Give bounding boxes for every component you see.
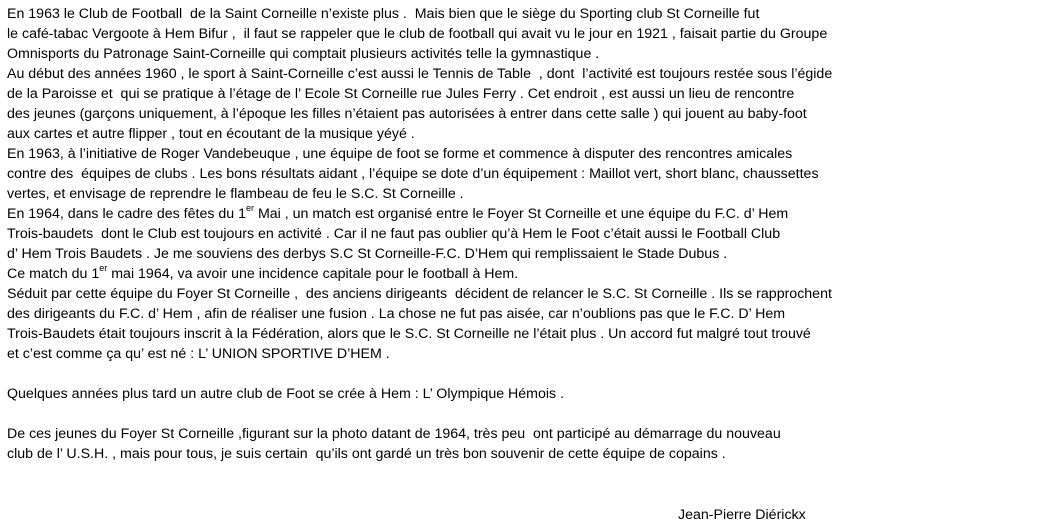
paragraph-7 xyxy=(7,424,1053,464)
blank-line xyxy=(7,364,1053,384)
text-line: Séduit par cette équipe du Foyer St Corneille , des anciens dirigeants décident de relancer le S.C. St Corneille . Ils se rapprochent xyxy=(7,286,832,302)
text-line: d’ Hem Trois Baudets . Je me souviens des derbys S.C St Corneille-F.C. D’Hem qui remplissaient le Stade Dubus . xyxy=(7,246,728,262)
blank-line xyxy=(7,404,1053,424)
text-line: des dirigeants du F.C. d’ Hem , afin de réaliser une fusion . La chose ne fut pas aisée, car n’oublions pas que le F.C. D’ Hem xyxy=(7,306,786,322)
text-line: De ces jeunes du Foyer St Corneille ,figurant sur la photo datant de 1964, très peu ont participé au démarrage du nouveau xyxy=(7,426,781,442)
text-line: de la Paroisse et qui se pratique à l’étage de l’ Ecole St Corneille rue Jules Ferry . Cet endroit , est aussi un lieu de rencontre xyxy=(7,86,795,102)
text-line: Trois-baudets dont le Club est toujours en activité . Car il ne faut pas oublier qu’à Hem le Foot c’était aussi le Football Club xyxy=(7,226,781,242)
text-line: le café-tabac Vergoote à Hem Bifur , il faut se rappeler que le club de football qui avait vu le jour en 1921 , faisait partie du Groupe xyxy=(7,26,828,42)
text-line: Omnisports du Patronage Saint-Corneille qui comptait plusieurs activités telle la gymnastique . xyxy=(7,46,600,62)
paragraph-3 xyxy=(7,144,1053,204)
text-line: En 1964, dans le cadre des fêtes du 1er Mai , un match est organisé entre le Foyer St Corneille et une équipe du F.C. d’ Hem xyxy=(7,203,789,222)
text-line: aux cartes et autre flipper , tout en écoutant de la musique yéyé . xyxy=(7,126,415,142)
text-line: club de l’ U.S.H. , mais pour tous, je suis certain qu’ils ont gardé un très bon souvenir de cette équipe de copains . xyxy=(7,446,726,462)
author-signature: Jean-Pierre Diérickx xyxy=(678,507,806,523)
ordinal-superscript: er xyxy=(246,203,255,214)
text-line: et c’est comme ça qu’ est né : L’ UNION SPORTIVE D’HEM . xyxy=(7,346,390,362)
paragraph-5 xyxy=(7,284,1053,364)
text-line: des jeunes (garçons uniquement, à l’époque les filles n’étaient pas autorisées à entrer dans cette salle ) qui jouent au baby-foot xyxy=(7,106,807,122)
paragraph-2 xyxy=(7,64,1053,144)
text-line: En 1963 le Club de Football de la Saint Corneille n’existe plus . Mais bien que le siège du Sporting club St Corneille fut xyxy=(7,6,760,22)
text-line: Quelques années plus tard un autre club de Foot se crée à Hem : L’ Olympique Hémois . xyxy=(7,386,565,402)
document-body xyxy=(7,4,1053,464)
text-line: Ce match du 1er mai 1964, va avoir une incidence capitale pour le football à Hem. xyxy=(7,263,519,282)
text-line: Au début des années 1960 , le sport à Saint-Corneille c’est aussi le Tennis de Table , dont l’activité est toujours restée sous l’égide xyxy=(7,66,833,82)
text-line: Trois-Baudets était toujours inscrit à la Fédération, alors que le S.C. St Corneille ne l’était plus . Un accord fut malgré tout trouvé xyxy=(7,326,811,342)
paragraph-1 xyxy=(7,4,1053,64)
text-line: contre des équipes de clubs . Les bons résultats aidant , l’équipe se dote d’un équipement : Maillot vert, short blanc, chaussettes xyxy=(7,166,819,182)
text-line: vertes, et envisage de reprendre le flambeau de feu le S.C. St Corneille . xyxy=(7,186,464,202)
paragraph-6 xyxy=(7,384,1053,404)
paragraph-4 xyxy=(7,204,1053,284)
ordinal-superscript: er xyxy=(99,263,108,274)
text-line: En 1963, à l’initiative de Roger Vandebeuque , une équipe de foot se forme et commence à disputer des rencontres amicales xyxy=(7,146,793,162)
